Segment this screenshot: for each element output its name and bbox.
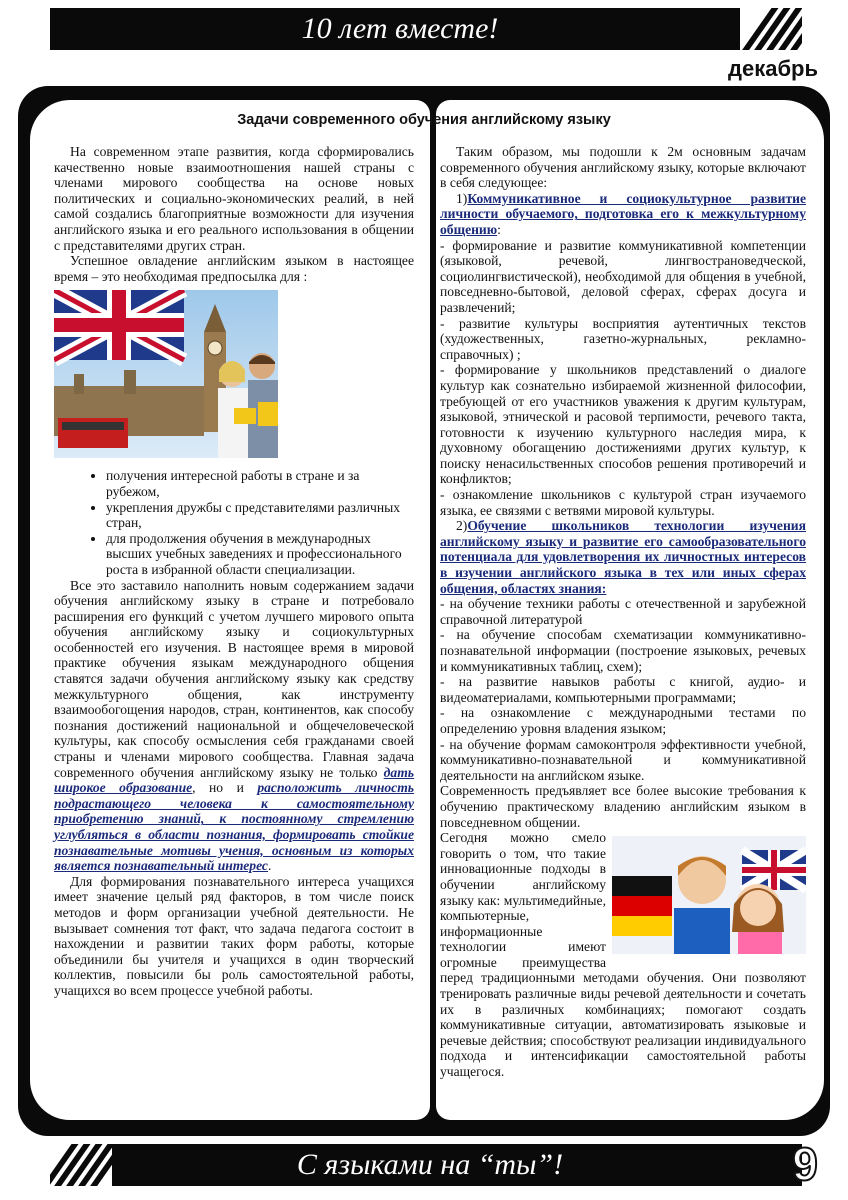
page-number: 9 bbox=[792, 1138, 818, 1190]
left-paragraph-3 bbox=[54, 578, 414, 874]
task-2-item: - на развитие навыков работы с книгой, аудио- и видеоматериалами, компьютерными программами; bbox=[440, 674, 806, 705]
issue-month: декабрь bbox=[728, 56, 818, 81]
task-1-title: Коммуникативное и социокультурное развитие личности обучаемого, подготовка его к межкультурному общению bbox=[440, 190, 806, 237]
right-paragraph-1: Таким образом, мы подошли к 2м основным задачам современного обучения английскому языку, которые включают в себя следующее: bbox=[440, 144, 806, 191]
header-bar bbox=[50, 8, 802, 50]
london-photo-illustration bbox=[54, 290, 278, 458]
children-photo-illustration bbox=[612, 836, 806, 954]
task-2-number: 2) bbox=[456, 518, 468, 534]
task-2-item: - на обучение техники работы с отечественной и зарубежной справочной литературой bbox=[440, 596, 806, 627]
right-paragraph-modern: Современность предъявляет все более высокие требования к обучению практическому владению английским языком в повседневном общении. bbox=[440, 783, 806, 830]
footer-bar bbox=[50, 1144, 802, 1186]
left-paragraph-4: Для формирования познавательного интереса учащихся имеет значение целый ряд факторов, в том числе поиск методов и форм организации учебной деятельности. Не вызывает сомнения тот факт, что задача педагога состоит в нахождении и развитии таких форм работы, которые объединили бы учителя и учащихся в один творческий коллектив, повысили бы роль самостоятельной работы, учащихся во всем процессе учебной работы. bbox=[54, 873, 414, 998]
task-2 bbox=[440, 518, 806, 596]
list-item: • для продолжения обучения в международных высших учебных заведениях и профессионального роста в избранной области специализации. bbox=[106, 531, 414, 578]
list-item: • укрепления дружбы с представителями различных стран, bbox=[106, 500, 414, 531]
right-column bbox=[440, 144, 806, 1080]
task-1-item: - развитие культуры восприятия аутентичных текстов (художественных, газетно-журнальных, рекламно-справочных) ; bbox=[440, 315, 806, 362]
left-paragraph-3-end: . bbox=[267, 858, 272, 874]
right-paragraph-last: Сегодня можно смело говорить о том, что такие инновационные подходы в обучении английскому языку как: мультимедийные, компьютерные, информационные технологии имеют огромные преимущества перед традиционными методами обучения. Они позволяют тренировать различные виды речевой деятельности и сочетать их в различных комбинациях; помогают создать коммуникативные ситуации, автоматизировать языковые и речевые действия; способствуют реализации индивидуального подхода и интенсификации самостоятельной работы учащегося. bbox=[440, 830, 806, 1080]
header-stripes-decoration bbox=[740, 8, 802, 50]
task-1-colon: : bbox=[497, 221, 501, 237]
task-2-title: Обучение школьников технологии изучения английскому языку и развитие его самообразовательного потенциала для удовлетворения их личностных интересов в изучении английского языка в тех или иных сферах общения, областях знания: bbox=[440, 518, 806, 596]
left-column bbox=[54, 144, 414, 999]
emphasis-broad-education: дать широкое образование bbox=[54, 764, 414, 796]
reasons-list bbox=[54, 468, 414, 577]
article-title: Задачи современного обучения английскому языку bbox=[237, 112, 611, 128]
footer-stripes-decoration bbox=[50, 1144, 112, 1186]
list-item: • получения интересной работы в стране и за рубежом, bbox=[106, 468, 414, 499]
left-paragraph-3-text: Все это заставило наполнить новым содержанием задачи обучения английскому языку в стране и потребовало расширения его функций с учетом лучшего мирового опыта обучения английскому языку и социокультурных особенностей его изучения. В настоящее время в мировой практике обучения языкам международного общения ставятся задачи обучения английскому языку как средству межкультурного общения, как инструменту взаимообогощения народов, стран, континентов, как способу познания достижений национальной и общечеловеческой культуры, как способу осмысления себя гражданами своей страны и членами мирового сообщества. Главная задача современного обучения английскому языку не только bbox=[54, 577, 414, 780]
task-1 bbox=[440, 191, 806, 238]
emphasis-cognitive-interest: расположить личность подрастающего человека к самостоятельному приобретению знаний, к постоянному стремлению углубляться в области познания, формировать стойкие познавательные мотивы учения, основным из которых является познавательный интерес bbox=[54, 780, 415, 874]
header-title: 10 лет вместе! bbox=[301, 12, 499, 45]
task-2-item: - на обучение способам схематизации коммуникативно-познавательной информации (построение языковых, речевых и коммуникативных таблиц, схем); bbox=[440, 627, 806, 674]
task-1-item: - ознакомление школьников с культурой стран изучаемого языка, ее связями с ветвями мировой культуры. bbox=[440, 487, 806, 518]
left-paragraph-2: Успешное овладение английским языком в настоящее время – это необходимая предпосылка для : bbox=[54, 253, 414, 284]
left-paragraph-2-lead bbox=[54, 253, 414, 284]
task-1-item: - формирование у школьников представлений о диалоге культур как сознательно избираемой жизненной философии, требующей от его участников уважения к другим культурам, языковой, этнической и расовой терпимости, речевого такта, готовности к изучению культурного наследия мира, к духовному обогащению достижениями других культур, к поиску ненасильственных способов решения противоречий и конфликтов; bbox=[440, 362, 806, 487]
task-1-number: 1) bbox=[456, 190, 468, 206]
task-1-item: - формирование и развитие коммуникативной компетенции (языковой, речевой, лингвострановедческой, социолингвистической), необходимой для общения в учебной, повседневно-бытовой, деловой сферах, сферах досуга и развлечений; bbox=[440, 237, 806, 315]
footer-title: С языками на “ты”! bbox=[296, 1148, 564, 1181]
left-paragraph-3-mid: , но и bbox=[192, 780, 244, 796]
task-2-item: - на обучение формам самоконтроля эффективности учебной, коммуникативно-познавательной и коммуникативной деятельности на английском языке. bbox=[440, 736, 806, 783]
london-students-photo bbox=[54, 290, 278, 458]
task-2-item: - на ознакомление с международными тестами по определению уровня владения языком; bbox=[440, 705, 806, 736]
left-paragraph-1: На современном этапе развития, когда сформировались качественно новые взаимоотношения нашей страны с членами мирового сообщества на основе новых политических и социально-экономических реалий, в ней самой создались благоприятные возможности для изучения английского языка и его реального использования в общении с представителями других стран. bbox=[54, 144, 414, 253]
children-flags-photo bbox=[612, 836, 806, 954]
